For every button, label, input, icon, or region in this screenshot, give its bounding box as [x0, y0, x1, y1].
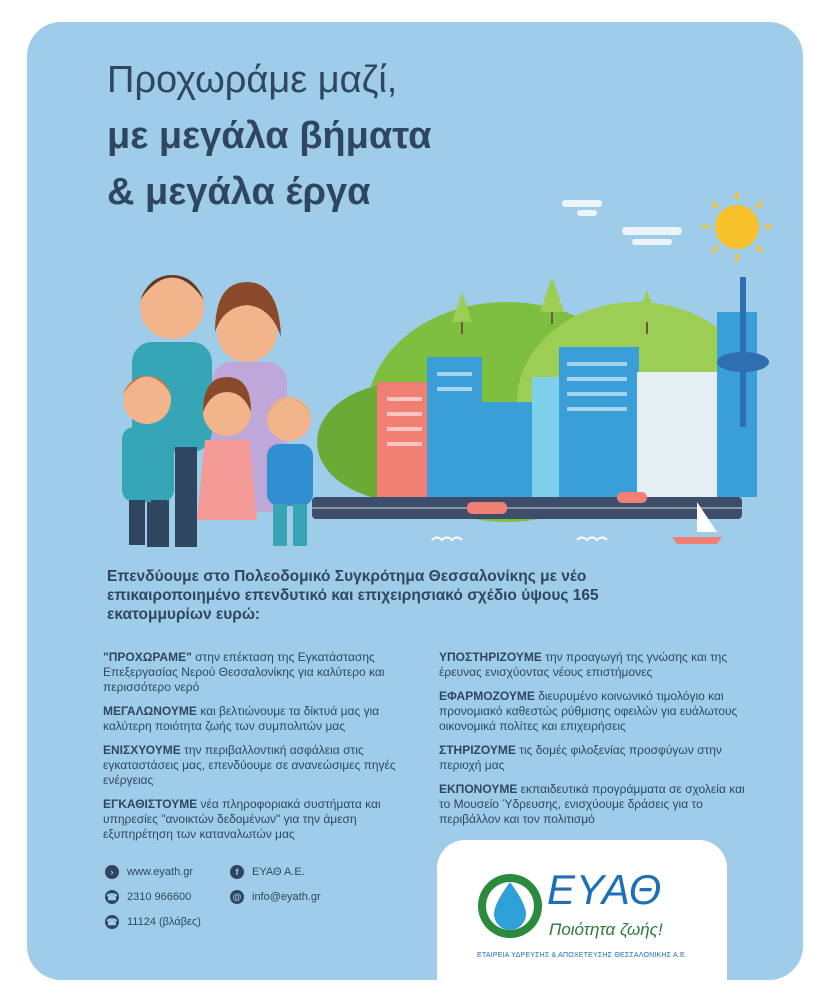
facebook-icon: f — [230, 865, 244, 879]
list-item: ΥΠΟΣΤΗΡΙΖΟΥΜΕ την προαγωγή της γνώσης και της έρευνας ενισχύοντας νέους επιστήμονες — [439, 650, 728, 679]
intro-text: Επενδύουμε στο Πολεοδομικό Συγκρότημα Θεσσαλονίκης με νέο επικαιροποιημένο επενδυτικό και επιχειρησιακό σχέδιο ύψους 165 εκατομμυρίων ευρώ: — [107, 568, 599, 623]
headline-line-3: & μεγάλα έργα — [107, 171, 371, 213]
company-name: ΕΤΑΙΡΕΙΑ ΥΔΡΕΥΣΗΣ & ΑΠΟΧΕΤΕΥΣΗΣ ΘΕΣΣΑΛΟΝΙΚΗΣ Α.Ε. — [477, 952, 687, 959]
headline-line-1: Προχωράμε μαζί, — [107, 59, 398, 101]
list-item: ΕΓΚΑΘΙΣΤΟΥΜΕ νέα πληροφοριακά συστήματα και υπηρεσίες "ανοικτών δεδομένων" για την άμεση εξυπηρέτηση των καταναλωτών μας — [103, 797, 381, 841]
list-item: ΕΝΙΣΧΥΟΥΜΕ την περιβαλλοντική ασφάλεια στις εγκαταστάσεις μας, επενδύουμε σε ανανεώσιμες πηγές ενέργειας — [103, 743, 396, 787]
poster-card — [27, 22, 803, 980]
website-link[interactable]: › www.eyath.gr — [105, 865, 193, 879]
facebook-link[interactable]: f ΕΥΑΘ Α.Ε. — [230, 865, 305, 879]
list-item: ΕΦΑΡΜΟΖΟΥΜΕ διευρυμένο κοινωνικό τιμολόγιο και προνομιακό καθεστώς ρύθμισης οφειλών για ευάλωτους οικονομικά πολίτες και επιχειρήσεις — [439, 689, 738, 733]
phone-icon: ☎ — [106, 917, 118, 927]
logo-box — [437, 840, 727, 980]
mail-icon: @ — [230, 890, 244, 904]
sun-icon — [702, 192, 772, 262]
left-column — [103, 650, 408, 851]
logo-name: ΕΥΑΘ — [547, 866, 663, 913]
list-item: "ΠΡΟΧΩΡΑΜΕ" στην επέκταση της Εγκατάστασης Επεξεργασίας Νερού Θεσσαλονίκης για καλύτερο και περισσότερο νερό — [103, 650, 385, 694]
cloud-icon — [562, 200, 682, 245]
phone-icon: ☎ — [106, 892, 118, 902]
arrow-right-icon: › — [105, 865, 119, 879]
list-item: ΣΤΗΡΙΖΟΥΜΕ τις δομές φιλοξενίας προσφύγων στην περιοχή μας — [439, 743, 722, 772]
water-drop-logo-icon — [475, 864, 545, 944]
email-link[interactable]: @ info@eyath.gr — [230, 890, 321, 904]
list-item: ΕΚΠΟΝΟΥΜΕ εκπαιδευτικά προγράμματα σε σχολεία και το Μουσείο Ύδρευσης, ενισχύουμε δράσεις για το περιβάλλον και τον πολιτισμό — [439, 782, 745, 826]
faults-phone-link[interactable]: ☎ 11124 (βλάβες) — [106, 916, 201, 928]
right-column — [439, 650, 759, 836]
contacts — [105, 865, 445, 955]
list-item: ΜΕΓΑΛΩΝΟΥΜΕ και βελτιώνουμε τα δίκτυά μας για καλύτερη ποιότητα ζωής των συμπολιτών μας — [103, 704, 380, 733]
headline-line-2: με μεγάλα βήματα — [107, 115, 432, 157]
family-figures — [122, 275, 313, 547]
city-family-illustration — [77, 172, 797, 552]
phone-link[interactable]: ☎ 2310 966600 — [106, 891, 192, 903]
logo-tagline: Ποιότητα ζωής! — [549, 920, 663, 939]
